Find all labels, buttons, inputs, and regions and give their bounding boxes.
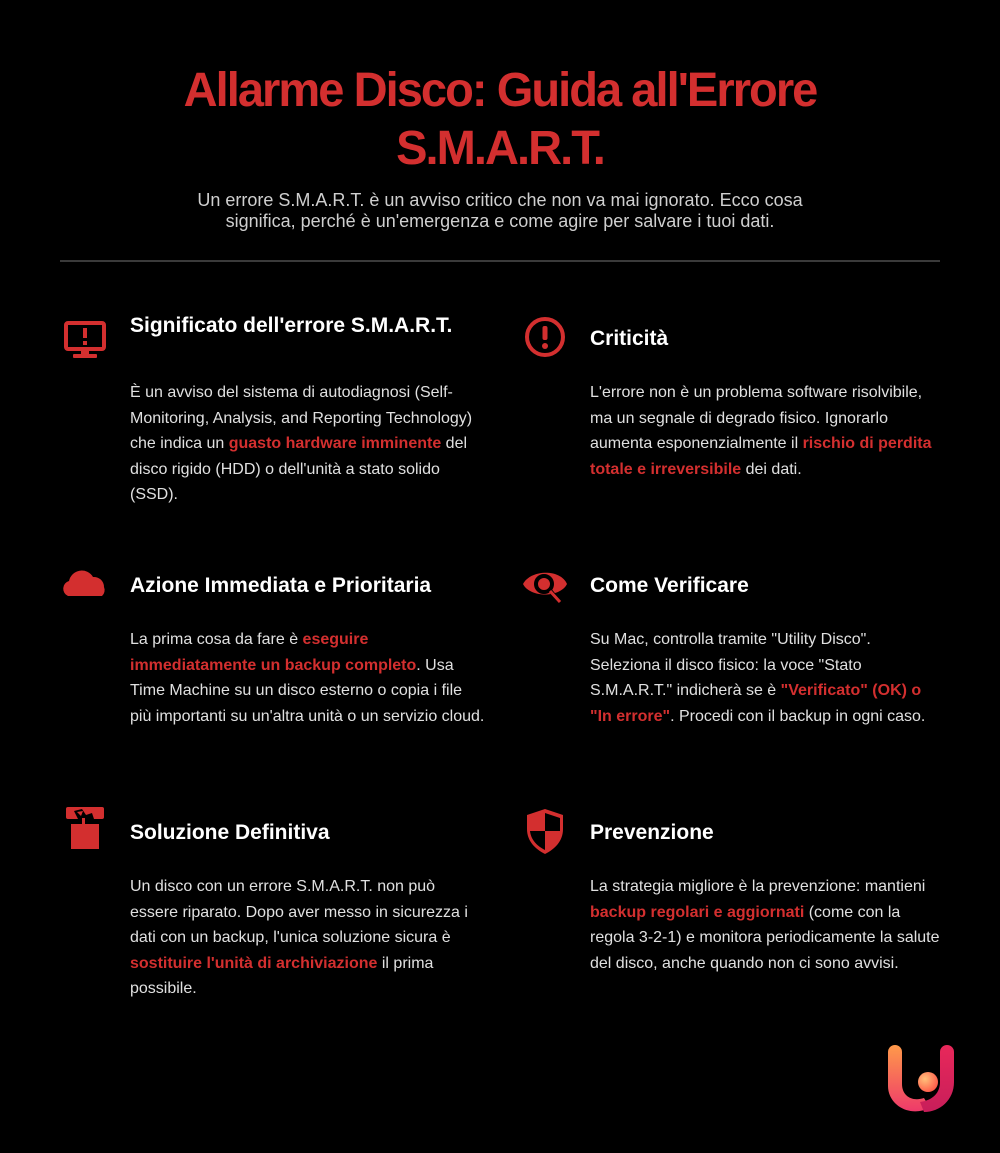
header-divider — [60, 260, 940, 262]
card-highlight: backup regolari e aggiornati — [590, 903, 805, 921]
card-title: Significato dell'errore S.M.A.R.T. — [130, 314, 453, 337]
card-text: La strategia migliore è la prevenzione: mantieni backup regolari e aggiornati (come con la regola 3-2-1) e monitora periodicamente la salute del disco, anche quando non ci sono avvisi. — [590, 878, 940, 972]
title-line-2: S.M.A.R.T. — [396, 122, 604, 175]
card-highlight: rischio di perdita totale e irreversibile — [590, 435, 932, 478]
card-text: Su Mac, controlla tramite "Utility Disco". Seleziona il disco fisico: la voce "Stato S.M.A.R.T." indicherà se è "Verificato" (OK) o "In errore". Procedi con il backup in ogni caso. — [590, 631, 926, 725]
cloud-icon — [60, 560, 110, 610]
shield-icon — [520, 807, 570, 857]
card-text: Un disco con un errore S.M.A.R.T. non può essere riparato. Dopo aver messo in sicurezza i dati con un backup, l'unica soluzione sicura è sostituire l'unità di archiviazione il prima possibile. — [130, 878, 468, 997]
eye-search-icon — [520, 560, 570, 610]
exclamation-circle-icon — [520, 313, 570, 363]
card-highlight: sostituire l'unità di archiviazione — [130, 954, 378, 972]
replace-drive-icon — [60, 807, 110, 857]
card-title: Come Verificare — [590, 574, 749, 597]
card-title: Criticità — [590, 327, 669, 350]
card-text: La prima cosa da fare è eseguire immediatamente un backup completo. Usa Time Machine su un disco esterno o copia i file più importanti su un'altra unità o un servizio cloud. — [130, 631, 485, 725]
card-highlight: eseguire immediatamente un backup completo — [130, 631, 417, 674]
page-header — [0, 62, 1000, 232]
title-line-1: Allarme Disco: Guida all'Errore — [183, 64, 817, 117]
card-title: Azione Immediata e Prioritaria — [130, 574, 432, 597]
card-text: L'errore non è un problema software risolvibile, ma un segnale di degrado fisico. Ignorarlo aumenta esponenzialmente il rischio di perdita totale e irreversibile dei dati. — [590, 384, 932, 478]
brand-logo-icon — [884, 1042, 958, 1114]
card-text: È un avviso del sistema di autodiagnosi (Self-Monitoring, Analysis, and Reporting Technology) che indica un guasto hardware imminente del disco rigido (HDD) o dell'unità a stato solido (SSD). — [130, 384, 473, 503]
card-title: Prevenzione — [590, 821, 714, 844]
page-subtitle: Un errore S.M.A.R.T. è un avviso critico che non va mai ignorato. Ecco cosa significa, perché è un'emergenza e come agire per salvare i tuoi dati. — [197, 190, 803, 231]
monitor-alert-icon — [60, 315, 110, 365]
page-title — [10, 62, 990, 178]
card-title: Soluzione Definitiva — [130, 821, 330, 844]
card-highlight: guasto hardware imminente — [228, 435, 442, 452]
card-highlight: "Verificato" (OK) o "In errore" — [590, 682, 922, 725]
